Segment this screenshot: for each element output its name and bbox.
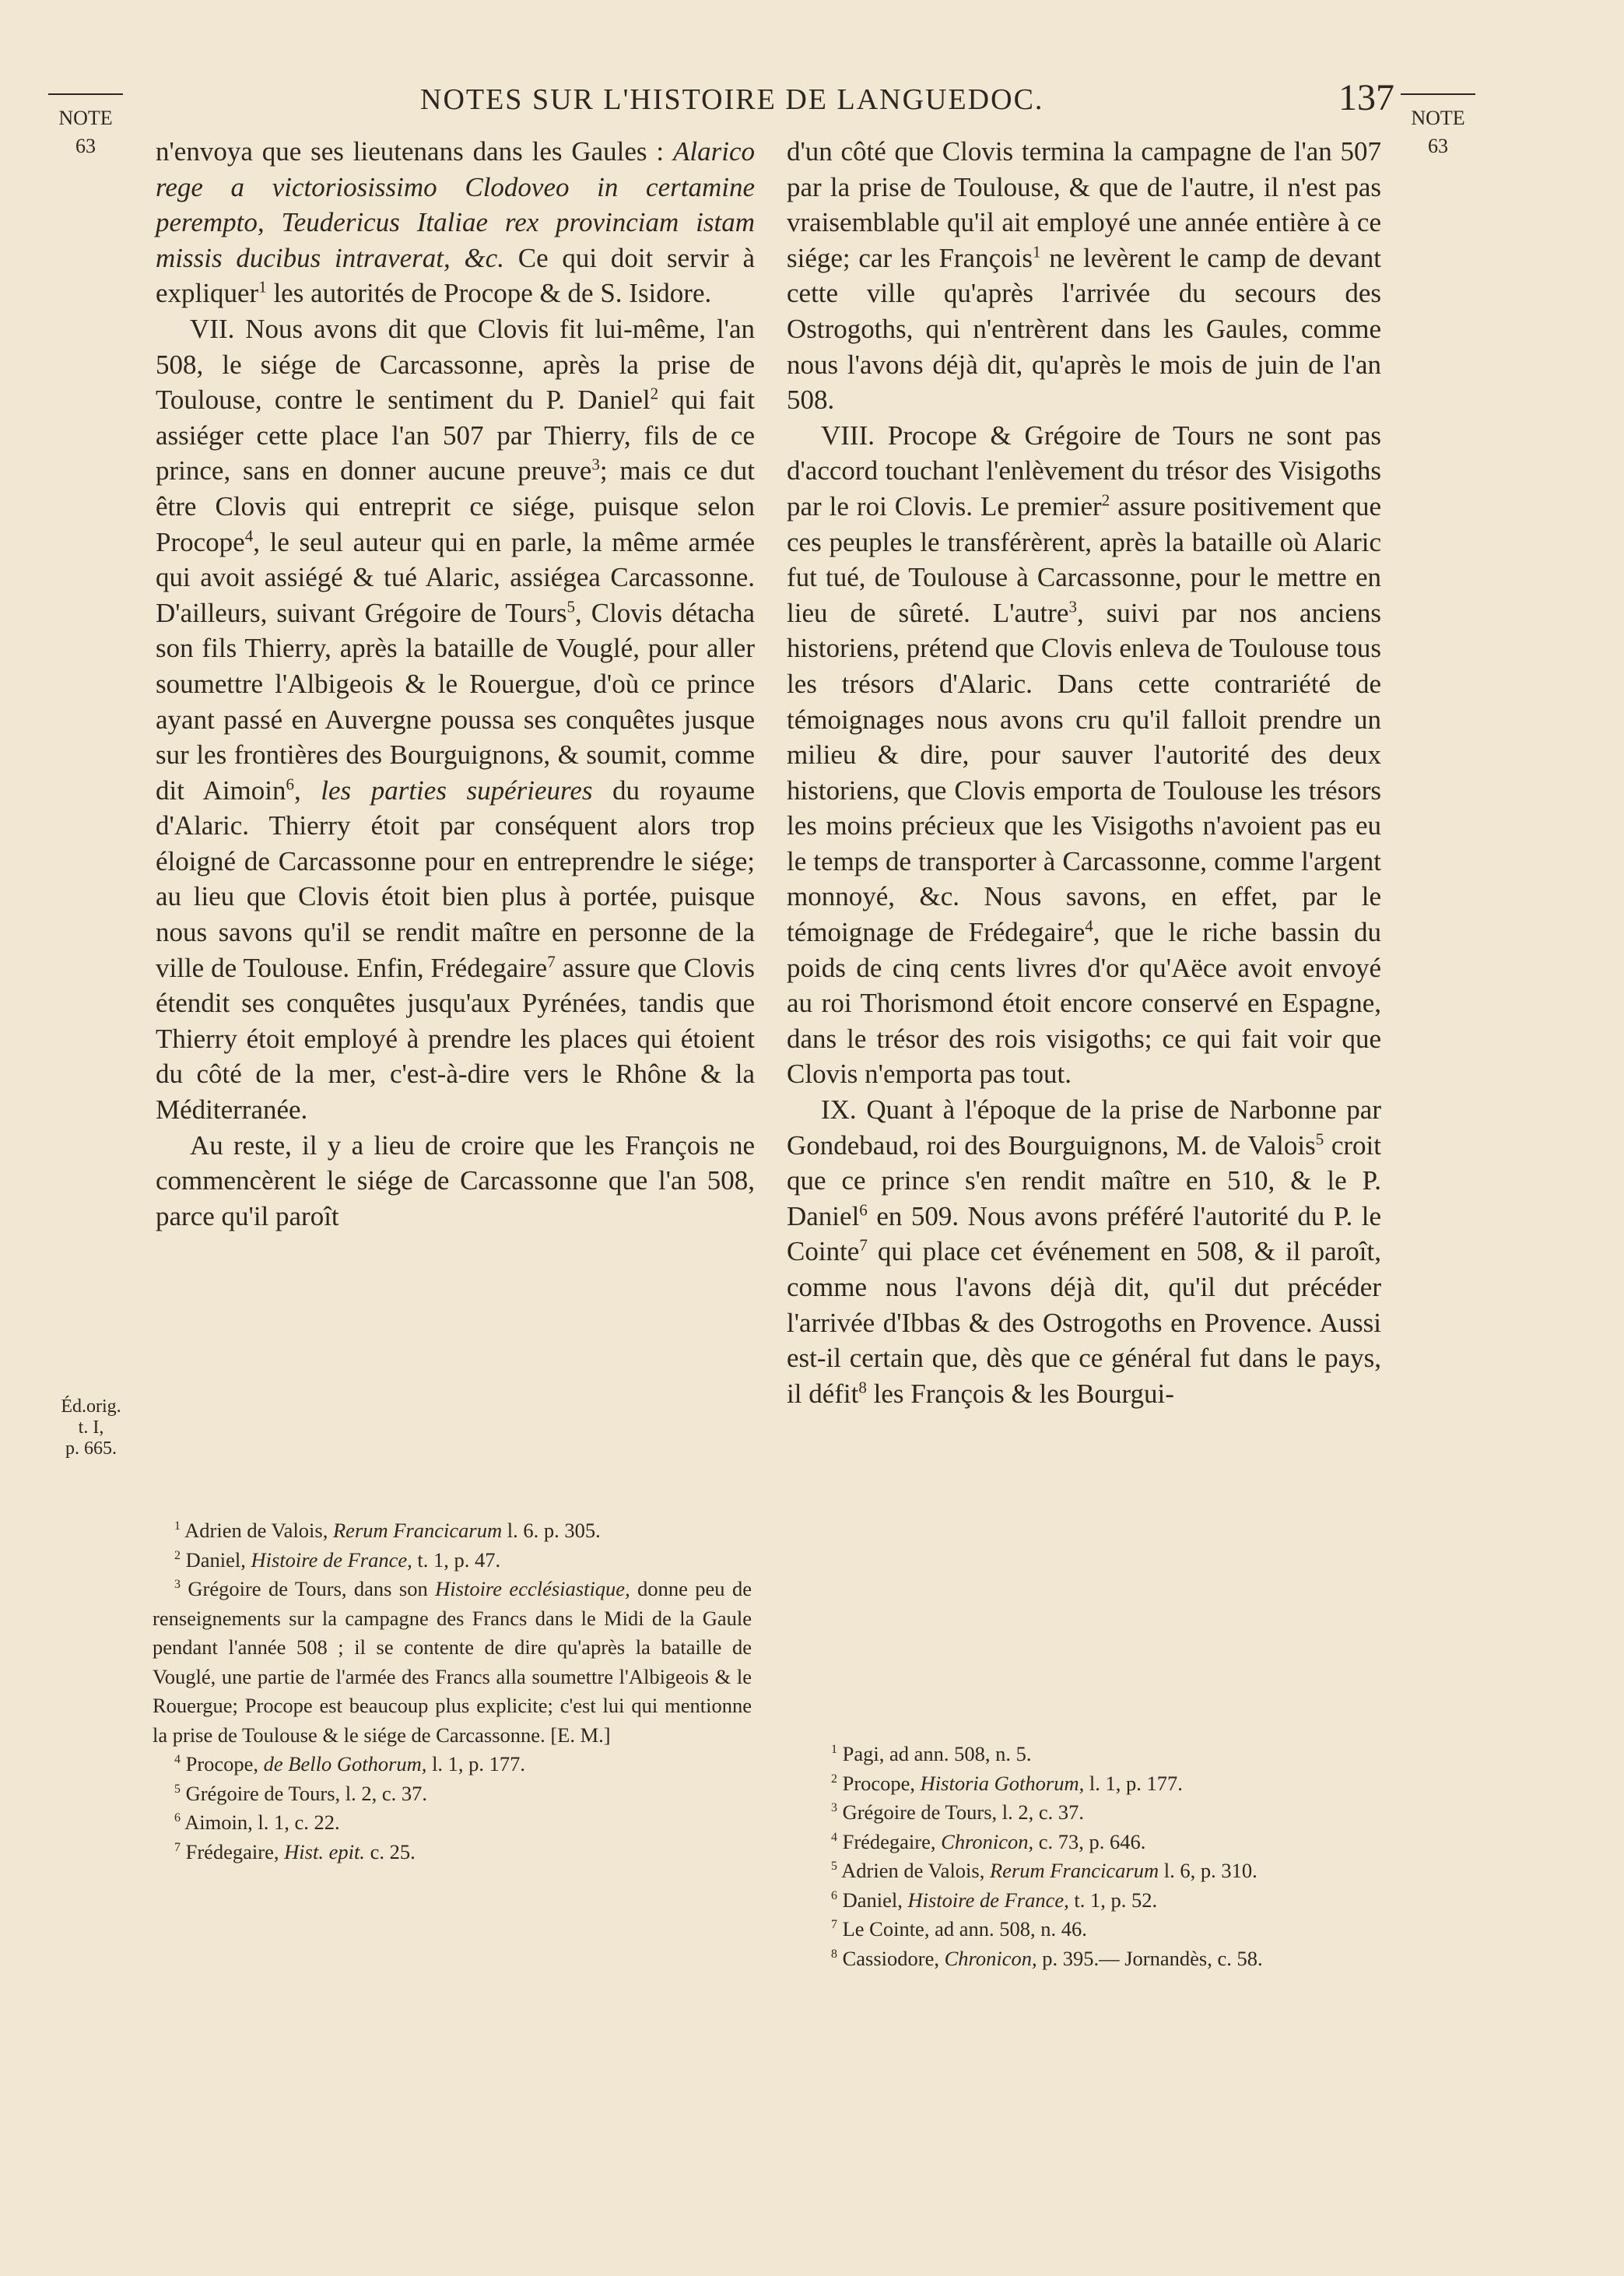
paragraph: d'un côté que Clovis termina la campagne de l'an 507 par la prise de Toulouse, & que de l'autre, il n'est pas vraisemblable qu'il ait employé une année entière à ce siége; car les François$^1$ ne levèrent le camp de devant cette ville qu'après l'arrivée du secours des Ostrogoths, qui n'entrèrent dans les Gaules, comme nous l'avons déjà dit, qu'après le mois de juin de l'an 508. [787, 136, 1382, 416]
right-note-number: 63 [1428, 135, 1448, 157]
paragraph: n'envoya que ses lieutenans dans les Gaules : Alarico rege a victoriosissimo Clodoveo in certamine perempto, Teudericus Italiae rex provinciam istam missis ducibus intraverat, &c. Ce qui doit servir à expliquer$^1$ les autorités de Procope & de S. Isidore. [156, 136, 755, 309]
footnote: $^1$ Adrien de Valois, Rerum Francicarum l. 6. p. 305. [174, 1519, 601, 1542]
footnote: $^3$ Grégoire de Tours, l. 2, c. 37. [831, 1800, 1085, 1824]
footnote: $^8$ Cassiodore, Chronicon, p. 395.— Jornandès, c. 58. [831, 1946, 1263, 1970]
footnote: $^4$ Procope, de Bello Gothorum, l. 1, p. 177. [174, 1752, 526, 1775]
footnote: $^3$ Grégoire de Tours, dans son Histoire ecclésiastique, donne peu de renseignements sur la campagne des Francs dans le Midi de la Gaule pendant l'année 508 ; il se contente de dire qu'après la bataille de Vouglé, une partie de l'armée des Francs alla soumettre l'Albigeois & le Rouergue; Procope est beaucoup plus explicite; c'est lui qui mentionne la prise de Toulouse & le siége de Carcassonne. [E. M.] [153, 1577, 752, 1747]
footnote: $^4$ Frédegaire, Chronicon, c. 73, p. 646. [831, 1829, 1146, 1853]
right-text-column [787, 134, 1381, 1411]
footnote: $^2$ Daniel, Histoire de France, t. 1, p. 47. [174, 1547, 501, 1572]
left-footnotes [153, 1516, 752, 1867]
footnote: $^5$ Adrien de Valois, Rerum Francicarum l. 6, p. 310. [831, 1859, 1257, 1882]
footnote: $^7$ Le Cointe, ad ann. 508, n. 46. [831, 1917, 1087, 1941]
footnote: $^6$ Daniel, Histoire de France, t. 1, p. 52. [831, 1888, 1158, 1912]
left-text-column [156, 134, 755, 1234]
right-footnotes [809, 1740, 1385, 1973]
paragraph: IX. Quant à l'époque de la prise de Narbonne par Gondebaud, roi des Bourguignons, M. de Valois$^5$ croit que ce prince s'en rendit maître en 510, & le P. Daniel$^6$ en 509. Nous avons préféré l'autorité du P. le Cointe$^7$ qui place cet événement en 508, & il paroît, comme nous l'avons déjà dit, qu'il dut précéder l'arrivée d'Ibbas & des Ostrogoths en Provence. Aussi est-il certain que, dès que ce général fut dans le pays, il défit$^8$ les François & les Bourgui- [787, 1094, 1381, 1409]
left-note-number: 63 [75, 135, 96, 157]
left-note-label: NOTE [58, 107, 113, 129]
running-title: NOTES SUR L'HISTOIRE DE LANGUEDOC. [420, 83, 1044, 116]
left-margin-rule [48, 93, 123, 95]
original-edition-ref: Éd.orig. t. I, p. 665. [61, 1396, 121, 1459]
footnote: $^5$ Grégoire de Tours, l. 2, c. 37. [174, 1781, 428, 1805]
right-margin-note [1401, 104, 1475, 160]
footnote: $^2$ Procope, Historia Gothorum, l. 1, p. 177. [831, 1771, 1183, 1795]
footnote: $^1$ Pagi, ad ann. 508, n. 5. [831, 1742, 1032, 1765]
page-header [0, 76, 1624, 123]
left-margin-note [48, 104, 123, 160]
right-margin-rule [1401, 93, 1475, 95]
right-note-label: NOTE [1411, 107, 1465, 129]
footnote: $^6$ Aimoin, l. 1, c. 22. [174, 1811, 340, 1834]
page-number: 137 [1338, 77, 1394, 118]
footnote: $^7$ Frédegaire, Hist. epit. c. 25. [174, 1839, 416, 1863]
paragraph: Au reste, il y a lieu de croire que les François ne commencèrent le siége de Carcassonne que l'an 508, parce qu'il paroît [156, 1129, 755, 1231]
paragraph: VIII. Procope & Grégoire de Tours ne sont pas d'accord touchant l'enlèvement du trésor des Visigoths par le roi Clovis. Le premier$^2$ assure positivement que ces peuples le transférèrent, après la bataille où Alaric fut tué, de Toulouse à Carcassonne, pour le mettre en lieu de sûreté. L'autre$^3$, suivi par nos anciens historiens, prétend que Clovis enleva de Toulouse tous les trésors d'Alaric. Dans cette contrariété de témoignages nous avons cru qu'il falloit prendre un milieu & dire, pour sauver l'autorité des deux historiens, que Clovis emporta de Toulouse les trésors les moins précieux que les Visigoths n'avoient pas eu le temps de transporter à Carcassonne, comme l'argent monnoyé, &c. Nous savons, en effet, par le témoignage de Frédegaire$^4$, que le riche bassin du poids de cinq cents livres d'or qu'Aëce avoit envoyé au roi Thorismond étoit encore conservé en Espagne, dans le trésor des rois visigoths; ce qui fait voir que Clovis n'emporta pas tout. [787, 420, 1382, 1090]
paragraph: VII. Nous avons dit que Clovis fit lui-même, l'an 508, le siége de Carcassonne, après la prise de Toulouse, contre le sentiment du P. Daniel$^2$ qui fait assiéger cette place l'an 507 par Thierry, fils de ce prince, sans en donner aucune preuve$^3$; mais ce dut être Clovis qui entreprit ce siége, puisque selon Procope$^4$, le seul auteur qui en parle, la même armée qui avoit assiégé & tué Alaric, assiégea Carcassonne. D'ailleurs, suivant Grégoire de Tours$^5$, Clovis détacha son fils Thierry, après la bataille de Vouglé, pour aller soumettre l'Albigeois & le Rouergue, d'où ce prince ayant passé en Auvergne poussa ses conquêtes jusque sur les frontières des Bourguignons, & soumit, comme dit Aimoin$^6$, les parties supérieures du royaume d'Alaric. Thierry étoit par conséquent alors trop éloigné de Carcassonne pour en entreprendre le siége; au lieu que Clovis étoit bien plus à portée, puisque nous savons qu'il se rendit maître en personne de la ville de Toulouse. Enfin, Frédegaire$^7$ assure que Clovis étendit ses conquêtes jusqu'aux Pyrénées, tandis que Thierry étoit employé à prendre les places qui étoient du côté de la mer, c'est-à-dire vers le Rhône & la Méditerranée. [156, 313, 756, 1126]
